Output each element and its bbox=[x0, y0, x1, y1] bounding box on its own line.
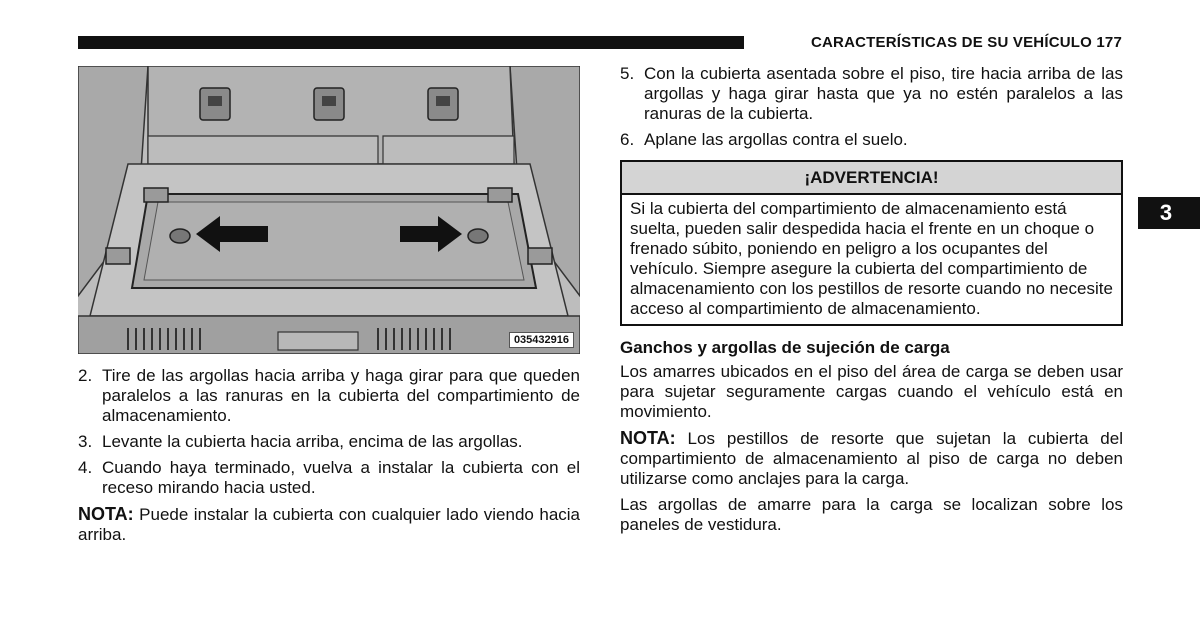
warning-body: Si la cubierta del compartimiento de almacenamiento está suelta, pueden salir despedida hacia el frente en un choque o frenado súbito, poniendo en peligro a los ocupantes del vehículo. Siempre asegure la cubierta del compartimiento de almacenamiento con los pestillos de resorte cuando no necesite acceso al compartimiento de almacenamiento. bbox=[630, 199, 1113, 318]
cargo-cover-figure bbox=[78, 66, 580, 354]
item-number: 6. bbox=[620, 130, 635, 149]
note-paragraph bbox=[78, 504, 580, 545]
list-item bbox=[78, 458, 580, 498]
item-text: Tire de las argollas hacia arriba y haga girar para que queden paralelos a las ranuras en la cubierta del compartimiento de almacenamiento. bbox=[102, 366, 580, 425]
note-text: Los pestillos de resorte que sujetan la cubierta del compartimiento de almacenamiento al piso de carga no deben utilizarse como anclajes para la carga. bbox=[620, 429, 1123, 488]
note-text: Puede instalar la cubierta con cualquier lado viendo hacia arriba. bbox=[78, 505, 580, 544]
warning-title: ¡ADVERTENCIA! bbox=[622, 162, 1121, 195]
right-column bbox=[620, 64, 1123, 541]
list-item bbox=[78, 366, 580, 426]
item-number: 5. bbox=[620, 64, 635, 83]
chapter-tab bbox=[1138, 197, 1200, 229]
list-item bbox=[78, 432, 580, 452]
note-label: NOTA: bbox=[620, 428, 676, 448]
note-paragraph bbox=[620, 428, 1123, 489]
item-text: Cuando haya terminado, vuelva a instalar la cubierta con el receso mirando hacia usted. bbox=[102, 458, 580, 497]
left-column bbox=[78, 366, 580, 551]
chapter-number: 3 bbox=[1159, 200, 1173, 225]
item-text: Levante la cubierta hacia arriba, encima de las argollas. bbox=[102, 432, 523, 451]
figure-id-label: 035432916 bbox=[509, 332, 574, 348]
item-number: 2. bbox=[78, 366, 93, 385]
item-number: 3. bbox=[78, 432, 93, 451]
list-item bbox=[620, 130, 1123, 150]
section-paragraph: Las argollas de amarre para la carga se localizan sobre los paneles de vestidura. bbox=[620, 495, 1123, 534]
section-paragraph: Los amarres ubicados en el piso del área de carga se deben usar para sujetar seguramente cargas cuando el vehículo está en movimiento. bbox=[620, 362, 1123, 421]
note-label: NOTA: bbox=[78, 504, 134, 524]
cargo-cover-illustration-icon bbox=[78, 66, 580, 354]
list-item bbox=[620, 64, 1123, 124]
warning-box bbox=[620, 160, 1123, 326]
item-number: 4. bbox=[78, 458, 93, 477]
running-title: CARACTERÍSTICAS DE SU VEHÍCULO 177 bbox=[810, 34, 1122, 51]
section-heading: Ganchos y argollas de sujeción de carga bbox=[620, 338, 950, 357]
item-text: Aplane las argollas contra el suelo. bbox=[644, 130, 908, 149]
header-rule bbox=[78, 36, 744, 49]
item-text: Con la cubierta asentada sobre el piso, tire hacia arriba de las argollas y haga girar hasta que ya no estén paralelos a las ranuras de la cubierta. bbox=[644, 64, 1123, 123]
